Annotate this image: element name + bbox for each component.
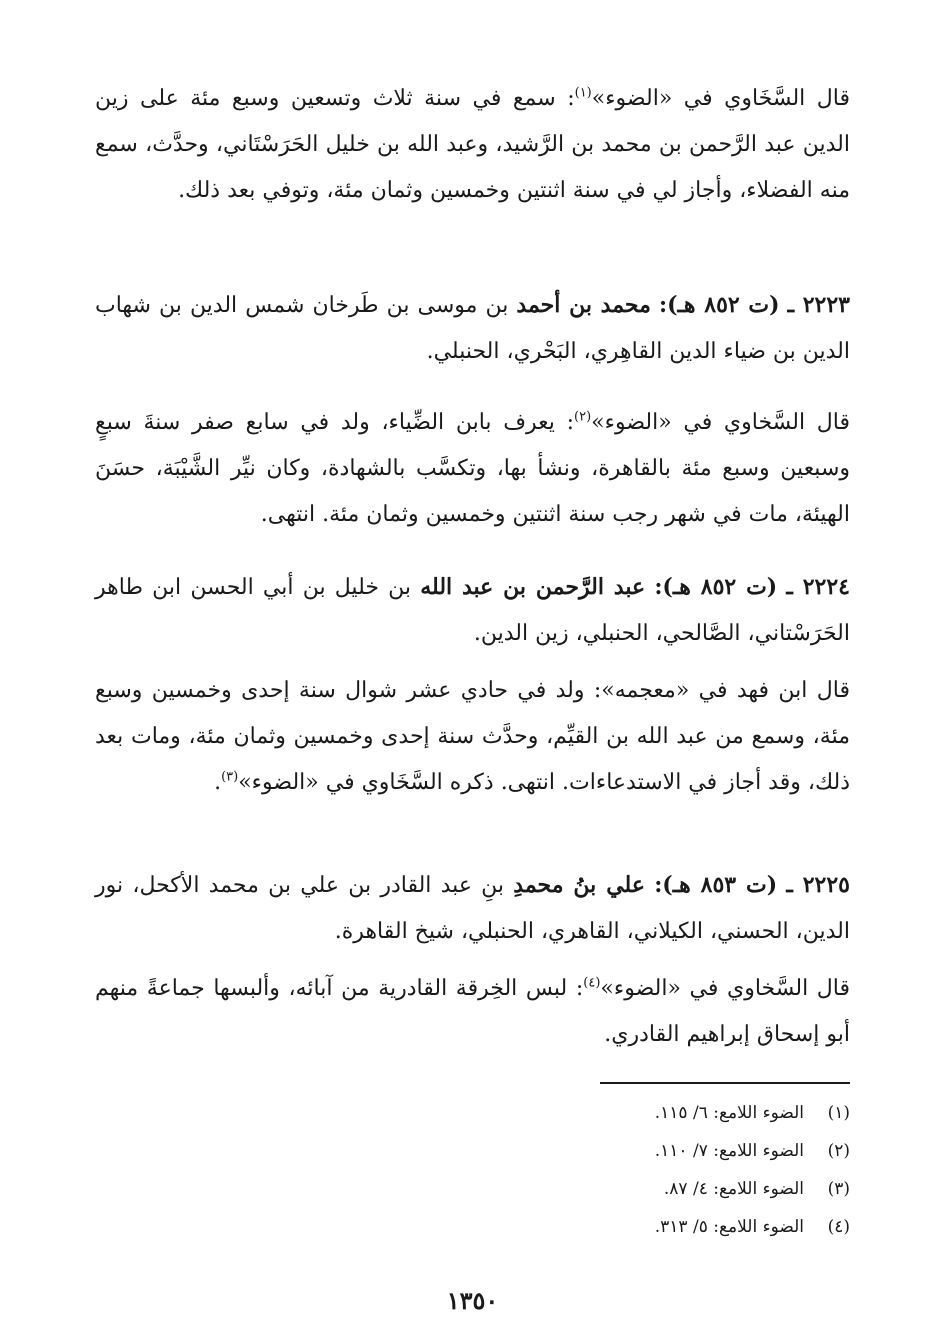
footnote xyxy=(250,1132,850,1170)
quote-body: قال ابن فهد في «معجمه»: ولد في حادي عشر شوال سنة إحدى وخمسين وسبع مئة، وسمع من عبد الله بن القيِّم، وحدَّث سنة إحدى وخمسين وثمان مئة، ومات بعد ذلك، وقد أجاز في الاستدعاءات. انتهى. ذكره السَّخَاوي في «الضوء» xyxy=(95,678,850,795)
quote-intro: قال السَّخاوي في «الضوء» xyxy=(600,976,851,1001)
footnote-mark: (٤) xyxy=(827,1217,850,1237)
quote-end: . xyxy=(214,770,222,795)
entry-number: ٢٢٢٤ ـ xyxy=(786,574,850,600)
quote-body: : سمع في سنة ثلاث وتسعين وسبع مئة على زين الدين عبد الرَّحمن بن محمد بن الرَّشيد، وعبد الله بن خليل الحَرَسْتَاني، وحدَّث، سمع منه الفضلاء، وأجاز لي في سنة اثنتين وخمسين وثمان مئة، وتوفي بعد ذلك. xyxy=(95,86,850,203)
entry-lineage: بن خليل بن أبي الحسن ابن طاهر الحَرَسْتاني، الصَّالحي، الحنبلي، زين الدين. xyxy=(95,575,850,646)
entry-2225 xyxy=(95,862,850,955)
footnote-text: الضوء اللامع: ٧/ ١١٠. xyxy=(654,1141,804,1161)
footnote-mark: (٣) xyxy=(827,1179,850,1199)
entry-lineage: بنِ عبد القادر بن علي بن محمد الأكحل، نور الدين، الحسني، الكيلاني، القاهري، الحنبلي، شيخ القاهرة. xyxy=(95,873,850,944)
footnote xyxy=(250,1094,850,1132)
quote-intro: قال السَّخَاوي في «الضوء» xyxy=(591,86,850,111)
footnote-ref-2: (٢) xyxy=(574,409,592,425)
entry-death-date: (ت ٨٥٣ هـ): xyxy=(654,872,778,898)
entry-death-date: (ت ٨٥٢ هـ): xyxy=(658,292,780,318)
entry-death-date: (ت ٨٥٢ هـ): xyxy=(654,574,778,600)
footnote-text: الضوء اللامع: ٤/ ٨٧. xyxy=(663,1179,804,1199)
entry-lineage: بن موسى بن طَرخان شمس الدين بن شهاب الدين بن ضياء الدين القاهِري، البَحْري، الحنبلي. xyxy=(95,293,850,364)
entry-number: ٢٢٢٥ ـ xyxy=(786,872,850,898)
quote-intro: قال السَّخاوي في «الضوء» xyxy=(591,410,851,435)
entry-2224 xyxy=(95,564,850,657)
quote-body: : يعرف بابن الضِّياء، ولد في سابع صفر سنةَ سبعٍ وسبعين وسبع مئة بالقاهرة، ونشأ بها، وتكسَّب بالشهادة، وكان نيِّر الشَّيْبَة، حسَنَ الهيئة، مات في شهر رجب سنة اثنتين وخمسين وثمان مئة. انتهى. xyxy=(95,410,850,527)
entry-name: عبد الرَّحمن بن عبد الله xyxy=(420,574,646,600)
footnote xyxy=(250,1208,850,1246)
footnote-text: الضوء اللامع: ٦/ ١١٥. xyxy=(654,1103,804,1123)
quote-body: : لبس الخِرقة القادرية من آبائه، وألبسها جماعةً منهم أبو إسحاق إبراهيم القادري. xyxy=(95,976,850,1047)
paragraph-sakhawi-quote-1 xyxy=(95,76,850,214)
paragraph-sakhawi-quote-2 xyxy=(95,400,850,538)
entry-number: ٢٢٢٣ ـ xyxy=(787,292,850,318)
footnote-ref-3: (٣) xyxy=(221,769,239,785)
entry-2223 xyxy=(95,282,850,375)
footnote-separator xyxy=(600,1082,850,1084)
footnote xyxy=(250,1170,850,1208)
page-number: ١٣٥٠ xyxy=(446,1286,499,1315)
footnote-mark: (١) xyxy=(827,1103,850,1123)
footnote-ref-4: (٤) xyxy=(583,975,601,991)
paragraph-sakhawi-quote-4 xyxy=(95,966,850,1058)
footnotes xyxy=(250,1094,850,1246)
footnote-text: الضوء اللامع: ٥/ ٣١٣. xyxy=(654,1217,804,1237)
footnote-mark: (٢) xyxy=(827,1141,850,1161)
footnote-ref-1: (١) xyxy=(574,85,592,101)
paragraph-ibn-fahd-quote xyxy=(95,668,850,806)
entry-name: محمد بن أحمد xyxy=(516,292,651,318)
entry-name: علي بنُ محمدِ xyxy=(513,872,645,898)
